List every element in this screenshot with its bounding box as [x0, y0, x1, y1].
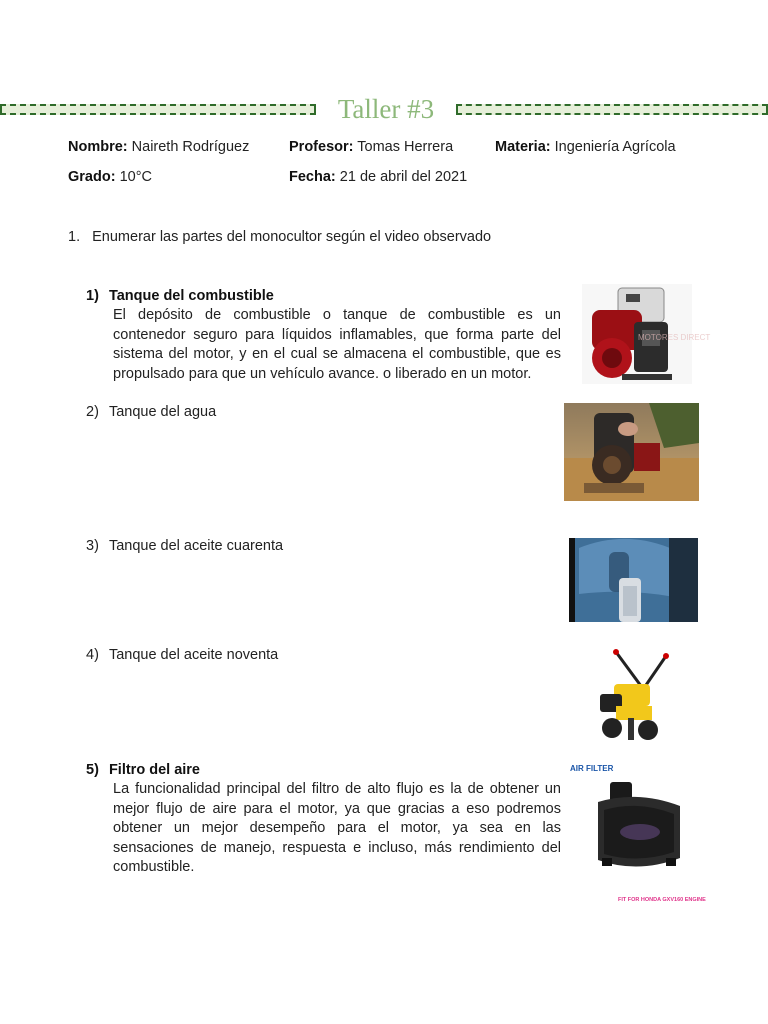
nombre-value: Naireth Rodríguez	[131, 139, 250, 155]
oil-tank-40-image	[569, 538, 698, 622]
item-5-description: La funcionalidad principal del filtro de alto flujo es la de obtener un mejor flujo de aire para el motor, ya que gracias a eso podremos obtener un mejor desempeño para el motor, ya sea en las sensaciones de manejo, respuesta e incluso, más rendimiento del combustible.	[113, 781, 561, 875]
profesor-field	[289, 139, 453, 155]
question-text: Enumerar las partes del monocultor según el video observado	[92, 229, 492, 245]
item-3-heading	[86, 538, 283, 554]
engine-watermark: MOTORES DIRECT	[638, 333, 711, 342]
item-3-number: 3)	[86, 538, 99, 554]
materia-value: Ingeniería Agrícola	[554, 139, 676, 155]
item-1-description: El depósito de combustible o tanque de combustible es un contenedor seguro para líquidos inflamables, que forma parte del sistema del motor, y en el cual se almacena el combustible, que es propulsado para que un vehículo avance. o liberado en un motor.	[113, 307, 561, 382]
item-1-title: Tanque del combustible	[108, 288, 274, 304]
nombre-field	[68, 139, 249, 155]
materia-field	[495, 139, 676, 155]
item-5-heading	[86, 762, 200, 778]
grado-field	[68, 169, 152, 185]
item-4-title: Tanque del aceite noventa	[108, 647, 279, 663]
item-4-number: 4)	[86, 647, 99, 663]
air-filter-caption-top: AIR FILTER	[570, 764, 614, 773]
profesor-value: Tomas Herrera	[357, 139, 454, 155]
banner-bar-left	[0, 104, 316, 115]
item-4-heading	[86, 647, 278, 663]
item-2-number: 2)	[86, 404, 99, 420]
question-number: 1.	[68, 229, 81, 245]
nombre-label: Nombre:	[68, 139, 128, 155]
item-5-title: Filtro del aire	[108, 762, 200, 778]
profesor-label: Profesor:	[289, 139, 354, 155]
banner-bar-right	[456, 104, 768, 115]
question-1	[68, 229, 491, 245]
fuel-tank-engine-image	[582, 284, 711, 384]
grado-value: 10°C	[119, 169, 152, 185]
water-tank-image	[564, 403, 699, 501]
item-5-number: 5)	[86, 762, 99, 778]
item-2-heading	[86, 404, 216, 420]
grado-label: Grado:	[68, 169, 116, 185]
fecha-label: Fecha:	[289, 169, 336, 185]
item-1-heading	[86, 288, 274, 304]
air-filter-image	[568, 762, 706, 904]
materia-label: Materia:	[495, 139, 551, 155]
item-2-title: Tanque del agua	[108, 404, 217, 420]
page-title: Taller #3	[337, 94, 435, 124]
item-1-number: 1)	[86, 288, 99, 304]
title-banner	[0, 96, 768, 126]
tiller-image	[586, 646, 678, 746]
fecha-field	[289, 169, 467, 185]
item-3-title: Tanque del aceite cuarenta	[108, 538, 284, 554]
air-filter-caption-bottom: FIT FOR HONDA GXV160 ENGINE	[618, 897, 706, 903]
fecha-value: 21 de abril del 2021	[339, 169, 468, 185]
